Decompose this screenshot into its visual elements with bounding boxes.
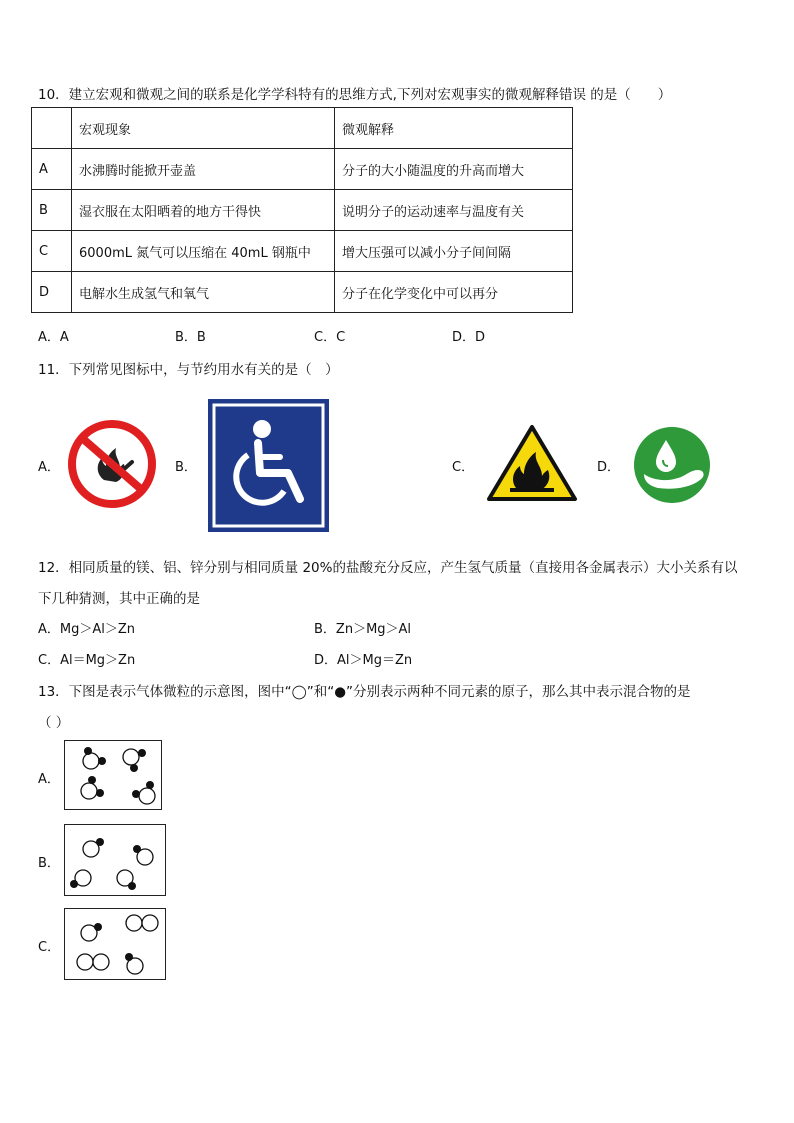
q13-option-b-label[interactable]: B．	[38, 856, 60, 871]
question-12-stem-line2: 下几种猜测，其中正确的是	[38, 591, 200, 607]
question-13-stem-line2: （ ）	[38, 715, 70, 731]
white-atom	[93, 954, 109, 970]
white-atom	[139, 788, 155, 804]
q12-option-c[interactable]: C．Al＝Mg＞Zn	[38, 653, 136, 668]
q11-option-d-label[interactable]: D．	[597, 460, 621, 475]
particle-diagram-c[interactable]	[64, 908, 166, 980]
table-cell: B	[32, 190, 72, 231]
q10-option-c[interactable]: C．C	[314, 330, 346, 345]
table-cell: A	[32, 149, 72, 190]
q12-option-b[interactable]: B．Zn＞Mg＞Al	[314, 622, 412, 637]
table-row	[32, 231, 573, 272]
black-atom	[128, 882, 136, 890]
table-cell: 湿衣服在太阳晒着的地方干得快	[72, 190, 335, 231]
q10-option-d[interactable]: D．D	[452, 330, 486, 345]
table-cell: 6000mL 氮气可以压缩在 40mL 钢瓶中	[72, 231, 335, 272]
q12-option-a[interactable]: A．Mg＞Al＞Zn	[38, 622, 136, 637]
table-row	[32, 272, 573, 313]
q11-option-b-label[interactable]: B．	[175, 460, 197, 475]
black-atom	[125, 953, 133, 961]
black-atom	[96, 838, 104, 846]
question-10-stem: 10．建立宏观和微观之间的联系是化学学科特有的思维方式,下列对宏观事实的微观解释错误 的是（ ）	[38, 87, 672, 103]
flammable-warning-icon[interactable]	[486, 424, 578, 502]
black-atom	[70, 880, 78, 888]
table-cell: 分子的大小随温度的升高而增大	[335, 149, 573, 190]
white-atom	[83, 753, 99, 769]
table-cell: C	[32, 231, 72, 272]
white-atom	[123, 749, 139, 765]
question-11-stem: 11．下列常见图标中，与节约用水有关的是（ ）	[38, 362, 339, 378]
q13-option-a-label[interactable]: A．	[38, 772, 60, 787]
q10-option-b[interactable]: B．B	[175, 330, 206, 345]
white-atom	[126, 915, 142, 931]
question-12-stem-line1: 12．相同质量的镁、铝、锌分别与相同质量 20%的盐酸充分反应，产生氢气质量（直接用各金属表示）大小关系有以	[38, 560, 738, 576]
table-row	[32, 190, 573, 231]
q11-option-a-label[interactable]: A．	[38, 460, 60, 475]
table-cell: 说明分子的运动速率与温度有关	[335, 190, 573, 231]
black-atom	[138, 749, 146, 757]
white-atom	[81, 783, 97, 799]
table-header-phenomenon: 宏观现象	[72, 108, 335, 149]
q10-option-a[interactable]: A．A	[38, 330, 69, 345]
particle-diagram-a[interactable]	[64, 740, 162, 810]
table-cell: 电解水生成氢气和氧气	[72, 272, 335, 313]
table-cell	[32, 108, 72, 149]
black-atom	[146, 781, 154, 789]
black-atom	[84, 747, 92, 755]
q12-option-d[interactable]: D．Al＞Mg＝Zn	[314, 653, 413, 668]
question-13-stem-line1: 13．下图是表示气体微粒的示意图，图中“◯”和“●”分别表示两种不同元素的原子，那么其中表示混合物的是	[38, 684, 691, 700]
black-atom	[130, 764, 138, 772]
black-atom	[96, 789, 104, 797]
q13-option-c-label[interactable]: C．	[38, 940, 61, 955]
wheelchair-icon[interactable]	[208, 399, 329, 532]
table-cell: 水沸腾时能掀开壶盖	[72, 149, 335, 190]
water-saving-icon[interactable]	[632, 426, 712, 504]
table-cell: D	[32, 272, 72, 313]
white-atom	[142, 915, 158, 931]
particle-diagram-b[interactable]	[64, 824, 166, 896]
table-row	[32, 149, 573, 190]
black-atom	[133, 845, 141, 853]
white-atom	[77, 954, 93, 970]
question-10-table	[31, 107, 573, 313]
black-atom	[98, 757, 106, 765]
q11-option-c-label[interactable]: C．	[452, 460, 475, 475]
no-fire-icon[interactable]	[66, 418, 158, 510]
table-cell: 分子在化学变化中可以再分	[335, 272, 573, 313]
black-atom	[132, 790, 140, 798]
black-atom	[94, 923, 102, 931]
table-cell: 增大压强可以减小分子间间隔	[335, 231, 573, 272]
black-atom	[88, 776, 96, 784]
table-header-row	[32, 108, 573, 149]
table-header-explanation: 微观解释	[335, 108, 573, 149]
